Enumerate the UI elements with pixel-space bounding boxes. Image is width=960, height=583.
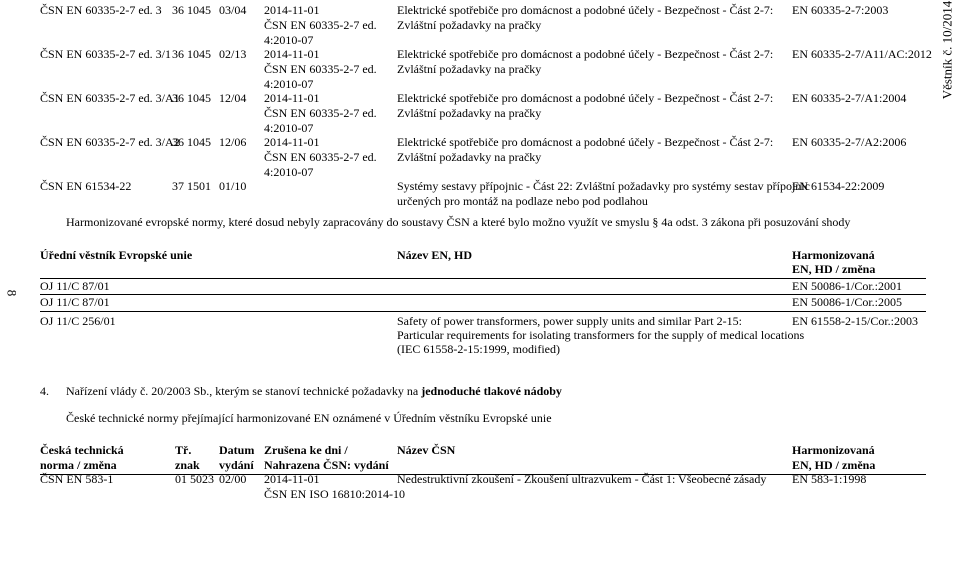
column-header-cancelled: Nahrazena ČSN: vydání bbox=[264, 458, 389, 472]
norm-cell: ČSN EN 60335-2-7 ed. 3/1 bbox=[40, 47, 171, 61]
class-cell: 37 1501 bbox=[172, 179, 211, 193]
title-line: Systémy sestavy přípojnic - Část 22: Zvláštní požadavky pro systémy sestav přípojnic bbox=[397, 179, 810, 193]
title-line: Elektrické spotřebiče pro domácnost a podobné účely - Bezpečnost - Část 2-7: bbox=[397, 3, 774, 17]
cancelled-line: 4:2010-07 bbox=[264, 121, 314, 135]
name-line: Particular requirements for isolating transformers for the supply of medical locations bbox=[397, 328, 805, 342]
section-heading bbox=[66, 384, 562, 399]
date-cell: 02/00 bbox=[219, 472, 247, 486]
cancelled-line: 2014-11-01 bbox=[264, 135, 320, 149]
cancelled-line: 2014-11-01 bbox=[264, 91, 320, 105]
title-line: Zvláštní požadavky na pračky bbox=[397, 62, 542, 76]
harmonized-cell: EN 60335-2-7/A2:2006 bbox=[792, 135, 907, 149]
harmonized-cell: EN 61558-2-15/Cor.:2003 bbox=[792, 314, 918, 328]
journal-cell: OJ 11/C 87/01 bbox=[40, 295, 110, 309]
cancelled-line: 2014-11-01 bbox=[264, 3, 320, 17]
name-line: Safety of power transformers, power supply units and similar Part 2-15: bbox=[397, 314, 742, 328]
title-line: Zvláštní požadavky na pračky bbox=[397, 18, 542, 32]
norm-cell: ČSN EN 60335-2-7 ed. 3 bbox=[40, 3, 162, 17]
column-header-harmonized: EN, HD / změna bbox=[792, 458, 876, 472]
harmonized-cell: EN 61534-22:2009 bbox=[792, 179, 885, 193]
harmonized-note: Harmonizované evropské normy, které dosud nebyly zapracovány do soustavy ČSN a které bylo možno využít ve smyslu § 4a odst. 3 zákona při posuzování shody bbox=[66, 215, 851, 229]
title-line: Elektrické spotřebiče pro domácnost a podobné účely - Bezpečnost - Část 2-7: bbox=[397, 91, 774, 105]
title-line: Elektrické spotřebiče pro domácnost a podobné účely - Bezpečnost - Část 2-7: bbox=[397, 47, 774, 61]
name-cell: Nedestruktivní zkoušení - Zkoušení ultrazvukem - Část 1: Všeobecné zásady bbox=[397, 472, 767, 486]
harmonized-cell: EN 50086-1/Cor.:2005 bbox=[792, 295, 902, 309]
column-header-cancelled: Zrušena ke dni / bbox=[264, 443, 348, 457]
column-header-date: Datum bbox=[219, 443, 255, 457]
date-cell: 12/06 bbox=[219, 135, 247, 149]
title-line: Elektrické spotřebiče pro domácnost a podobné účely - Bezpečnost - Část 2-7: bbox=[397, 135, 774, 149]
column-header-norm: norma / změna bbox=[40, 458, 117, 472]
column-header-name: Název EN, HD bbox=[397, 248, 472, 262]
class-cell: 01 5023 bbox=[175, 472, 214, 486]
cancelled-line: 4:2010-07 bbox=[264, 77, 314, 91]
running-head: Věstník č. 10/2014 bbox=[939, 0, 955, 100]
cancelled-line: ČSN EN 60335-2-7 ed. bbox=[264, 150, 377, 164]
name-line: (IEC 61558-2-15:1999, modified) bbox=[397, 342, 560, 356]
column-header-harmonized: Harmonizovaná bbox=[792, 443, 875, 457]
title-line: Zvláštní požadavky na pračky bbox=[397, 150, 542, 164]
section-intro: České technické normy přejímající harmonizované EN oznámené v Úředním věstníku Evropské unie bbox=[66, 411, 552, 425]
date-cell: 02/13 bbox=[219, 47, 247, 61]
journal-cell: OJ 11/C 256/01 bbox=[40, 314, 116, 328]
column-header-harmonized: Harmonizovaná bbox=[792, 248, 875, 262]
harmonized-cell: EN 60335-2-7/A1:2004 bbox=[792, 91, 907, 105]
norm-cell: ČSN EN 583-1 bbox=[40, 472, 114, 486]
class-cell: 36 1045 bbox=[172, 135, 211, 149]
page-number: 8 bbox=[4, 289, 20, 297]
harmonized-cell: EN 583-1:1998 bbox=[792, 472, 867, 486]
section-heading-subject: jednoduché tlakové nádoby bbox=[421, 384, 562, 398]
running-head-box bbox=[937, 0, 957, 100]
journal-cell: OJ 11/C 87/01 bbox=[40, 279, 110, 293]
page-number-box bbox=[4, 285, 20, 301]
cancelled-line: ČSN EN 60335-2-7 ed. bbox=[264, 106, 377, 120]
norm-cell: ČSN EN 60335-2-7 ed. 3/A2 bbox=[40, 135, 180, 149]
harmonized-cell: EN 50086-1/Cor.:2001 bbox=[792, 279, 902, 293]
cancelled-line: ČSN EN 60335-2-7 ed. bbox=[264, 62, 377, 76]
harmonized-cell: EN 60335-2-7:2003 bbox=[792, 3, 889, 17]
column-header-class: znak bbox=[175, 458, 200, 472]
class-cell: 36 1045 bbox=[172, 91, 211, 105]
cancelled-line: 2014-11-01 bbox=[264, 47, 320, 61]
section-number: 4. bbox=[40, 384, 49, 398]
title-line: určených pro montáž na podlaze nebo pod podlahou bbox=[397, 194, 648, 208]
column-header-journal: Úřední věstník Evropské unie bbox=[40, 248, 193, 262]
norm-cell: ČSN EN 60335-2-7 ed. 3/A1 bbox=[40, 91, 180, 105]
cancelled-line: ČSN EN 60335-2-7 ed. bbox=[264, 18, 377, 32]
cancelled-line: 2014-11-01 bbox=[264, 472, 320, 486]
date-cell: 03/04 bbox=[219, 3, 247, 17]
norm-cell: ČSN EN 61534-22 bbox=[40, 179, 132, 193]
column-header-date: vydání bbox=[219, 458, 254, 472]
date-cell: 12/04 bbox=[219, 91, 247, 105]
section-heading-text: Nařízení vlády č. 20/2003 Sb., kterým se stanoví technické požadavky na bbox=[66, 384, 422, 398]
column-header-harmonized: EN, HD / změna bbox=[792, 262, 876, 276]
table-rule bbox=[40, 311, 926, 312]
column-header-name: Název ČSN bbox=[397, 443, 456, 457]
cancelled-line: 4:2010-07 bbox=[264, 165, 314, 179]
column-header-norm: Česká technická bbox=[40, 443, 124, 457]
class-cell: 36 1045 bbox=[172, 47, 211, 61]
column-header-class: Tř. bbox=[175, 443, 192, 457]
harmonized-cell: EN 60335-2-7/A11/AC:2012 bbox=[792, 47, 932, 61]
date-cell: 01/10 bbox=[219, 179, 247, 193]
class-cell: 36 1045 bbox=[172, 3, 211, 17]
title-line: Zvláštní požadavky na pračky bbox=[397, 106, 542, 120]
cancelled-line: ČSN EN ISO 16810:2014-10 bbox=[264, 487, 406, 501]
cancelled-line: 4:2010-07 bbox=[264, 33, 314, 47]
